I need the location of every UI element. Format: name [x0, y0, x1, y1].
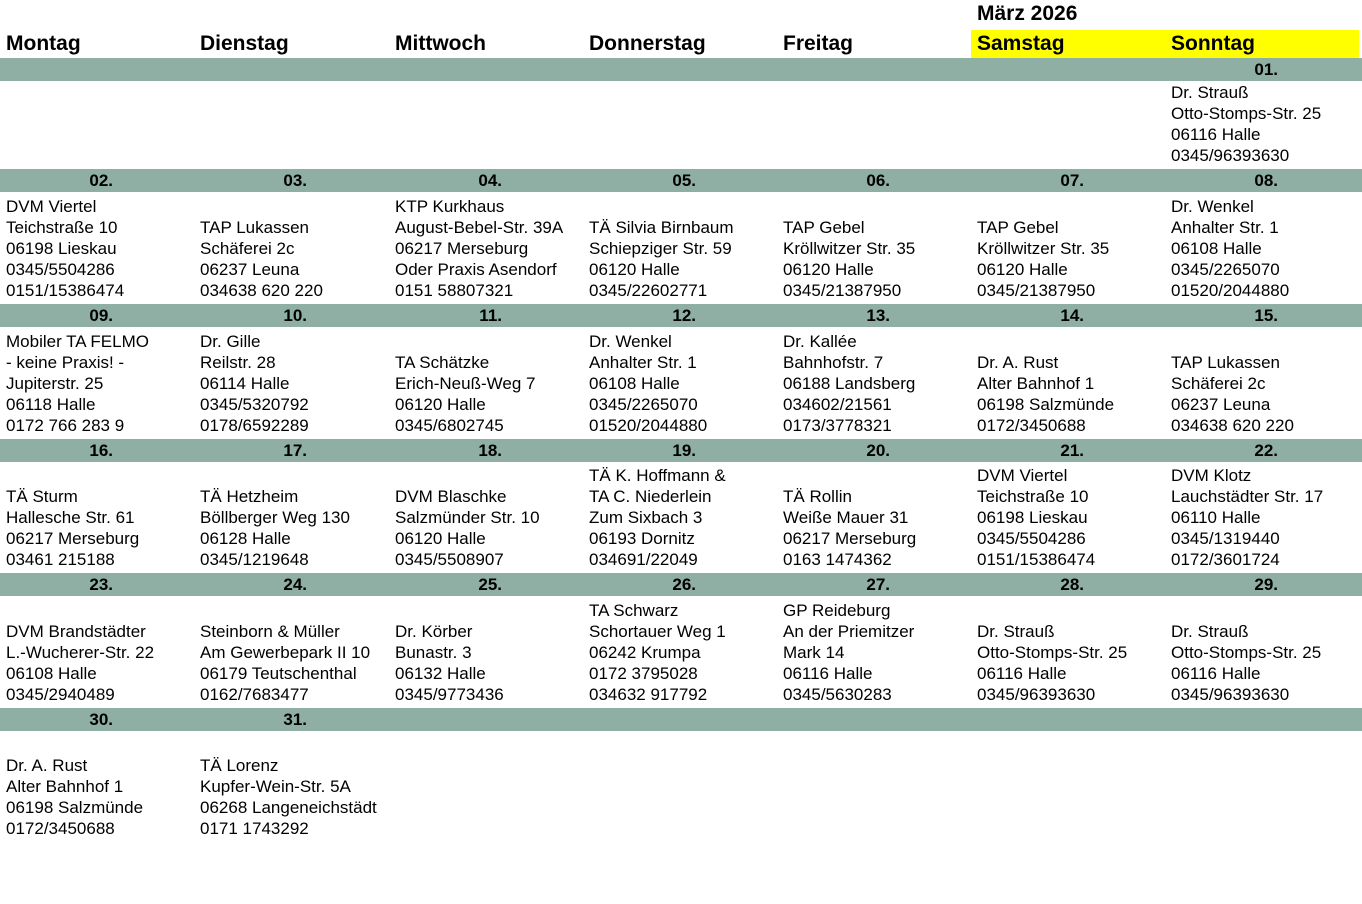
- entry-line: Mark 14: [783, 643, 845, 662]
- entry-line: 06198 Lieskau: [6, 239, 117, 258]
- entry-line: Weiße Mauer 31: [783, 508, 909, 527]
- entry-line: 0345/5508907: [395, 550, 504, 569]
- entry-line: Dr. Gille: [200, 332, 261, 351]
- entry-line: Kröllwitzer Str. 35: [783, 239, 916, 258]
- entry-line: 06116 Halle: [977, 664, 1067, 683]
- entry-line: 01520/2044880: [1171, 281, 1290, 300]
- entry-line: 01520/2044880: [589, 416, 708, 435]
- week-row: [0, 169, 1362, 304]
- entry-line: 0345/1219648: [200, 550, 309, 569]
- entry-line: 0345/21387950: [783, 281, 902, 300]
- entry-line: TÄ Lorenz: [200, 756, 279, 775]
- entry-line: GP Reideburg: [783, 601, 891, 620]
- date-band: [0, 439, 1362, 462]
- day-number: 10.: [283, 306, 307, 325]
- entry-line: Alter Bahnhof 1: [6, 777, 124, 796]
- entry-line: 0151/15386474: [6, 281, 125, 300]
- entry-line: Dr. Strauß: [1171, 622, 1249, 641]
- day-number: 13.: [866, 306, 890, 325]
- week-row: [0, 58, 1362, 169]
- day-number: [971, 58, 1165, 81]
- entry-line: Erich-Neuß-Weg 7: [395, 374, 536, 393]
- day-number: [777, 708, 971, 731]
- entry-line: 06132 Halle: [395, 664, 486, 683]
- date-band: [0, 58, 1362, 81]
- on-call-entry: [0, 755, 194, 839]
- day-number: 16.: [89, 441, 113, 460]
- entry-line: 06242 Krumpa: [589, 643, 701, 662]
- day-number: [971, 708, 1165, 731]
- month-title: März 2026: [977, 2, 1078, 25]
- entry-line: Otto-Stomps-Str. 25: [1171, 643, 1322, 662]
- day-number: 19.: [672, 441, 696, 460]
- weekday-header-6: Samstag: [971, 30, 1165, 58]
- entry-line: 06217 Merseburg: [6, 529, 140, 548]
- entry-line: 06114 Halle: [200, 374, 290, 393]
- day-number: 08.: [1254, 171, 1278, 190]
- entry-line: - keine Praxis! -: [6, 353, 125, 372]
- entry-line: 0172/3450688: [6, 819, 115, 838]
- entry-line: Dr. Körber: [395, 622, 473, 641]
- entry-line: 06110 Halle: [1171, 508, 1261, 527]
- entry-line: Schäferei 2c: [200, 239, 295, 258]
- entry-line: 06128 Halle: [200, 529, 291, 548]
- day-number: 15.: [1254, 306, 1278, 325]
- day-number: 12.: [672, 306, 696, 325]
- entry-line: Teichstraße 10: [977, 487, 1089, 506]
- entry-line: Salzmünder Str. 10: [395, 508, 540, 527]
- entry-line: KTP Kurkhaus: [395, 197, 505, 216]
- day-number: 02.: [89, 171, 113, 190]
- on-call-entry: [194, 217, 388, 301]
- entry-line: Teichstraße 10: [6, 218, 118, 237]
- day-number: 06.: [866, 171, 890, 190]
- entry-line: 034602/21561: [783, 395, 892, 414]
- week-row: [0, 439, 1362, 573]
- entry-line: 0162/7683477: [200, 685, 309, 704]
- entry-line: August-Bebel-Str. 39A: [395, 218, 564, 237]
- entry-line: 06198 Lieskau: [977, 508, 1088, 527]
- on-call-entry: [777, 600, 971, 705]
- entry-line: TÄ K. Hoffmann &: [589, 466, 726, 485]
- entry-line: 0345/22602771: [589, 281, 708, 300]
- on-call-entry: [583, 465, 777, 570]
- entry-line: Jupiterstr. 25: [6, 374, 104, 393]
- entry-line: DVM Blaschke: [395, 487, 507, 506]
- entry-line: 0172 766 283 9: [6, 416, 125, 435]
- entry-line: 06198 Salzmünde: [6, 798, 144, 817]
- entry-line: 034638 620 220: [200, 281, 323, 300]
- entry-line: Schäferei 2c: [1171, 374, 1266, 393]
- entry-line: 0178/6592289: [200, 416, 309, 435]
- day-number: [777, 58, 971, 81]
- on-call-entry: [971, 217, 1165, 301]
- entry-line: Anhalter Str. 1: [1171, 218, 1279, 237]
- on-call-entry: [777, 217, 971, 301]
- entry-line: 06237 Leuna: [1171, 395, 1271, 414]
- day-number: 17.: [283, 441, 307, 460]
- entry-line: 0345/5320792: [200, 395, 309, 414]
- day-number: [1165, 708, 1359, 731]
- day-number: 22.: [1254, 441, 1278, 460]
- entry-line: 0345/9773436: [395, 685, 504, 704]
- entry-line: Dr. Kallée: [783, 332, 857, 351]
- on-call-entry: [389, 486, 583, 570]
- entry-line: 06198 Salzmünde: [977, 395, 1115, 414]
- entry-line: Dr. A. Rust: [6, 756, 88, 775]
- entry-line: 0345/96393630: [1171, 685, 1290, 704]
- entry-line: 0172/3450688: [977, 416, 1086, 435]
- entry-line: TÄ Sturm: [6, 487, 78, 506]
- entry-line: DVM Brandstädter: [6, 622, 146, 641]
- entry-line: 06120 Halle: [783, 260, 874, 279]
- day-number: 30.: [89, 710, 113, 729]
- day-number: [583, 58, 777, 81]
- on-call-entry: [0, 196, 194, 301]
- entry-line: 0345/96393630: [977, 685, 1096, 704]
- entry-line: 0173/3778321: [783, 416, 892, 435]
- on-call-entry: [194, 331, 388, 436]
- entry-line: 034691/22049: [589, 550, 698, 569]
- on-call-entry: [1165, 465, 1359, 570]
- entry-line: TAP Lukassen: [200, 218, 309, 237]
- entry-line: Schiepziger Str. 59: [589, 239, 732, 258]
- day-number: 18.: [478, 441, 502, 460]
- day-number: 26.: [672, 575, 696, 594]
- day-number: [583, 708, 777, 731]
- entry-line: 0345/5504286: [6, 260, 115, 279]
- entry-line: Kröllwitzer Str. 35: [977, 239, 1110, 258]
- weekday-header-7: Sonntag: [1165, 30, 1359, 58]
- entry-line: 06120 Halle: [395, 529, 486, 548]
- day-number: 29.: [1254, 575, 1278, 594]
- entry-line: 0172/3601724: [1171, 550, 1280, 569]
- entry-line: 06179 Teutschenthal: [200, 664, 357, 683]
- weekday-header-4: Donnerstag: [589, 32, 706, 55]
- day-number: 24.: [283, 575, 307, 594]
- entry-line: 0151 58807321: [395, 281, 514, 300]
- entry-line: TA C. Niederlein: [589, 487, 712, 506]
- entry-line: Mobiler TA FELMO: [6, 332, 149, 351]
- on-call-entry: [971, 465, 1165, 570]
- on-call-entry: [1165, 621, 1359, 705]
- entry-line: 0345/2265070: [1171, 260, 1280, 279]
- entry-line: 0172 3795028: [589, 664, 698, 683]
- entry-line: TÄ Silvia Birnbaum: [589, 218, 734, 237]
- day-number: 11.: [479, 306, 502, 325]
- on-call-entry: [194, 486, 388, 570]
- week-row: [0, 304, 1362, 439]
- entry-line: 06108 Halle: [589, 374, 680, 393]
- entry-line: 06120 Halle: [395, 395, 486, 414]
- entry-line: Otto-Stomps-Str. 25: [977, 643, 1128, 662]
- entry-line: TÄ Rollin: [783, 487, 852, 506]
- entry-line: TAP Gebel: [783, 218, 865, 237]
- entry-line: 06118 Halle: [6, 395, 96, 414]
- weekday-header-2: Dienstag: [200, 32, 289, 55]
- on-call-entry: [777, 486, 971, 570]
- entry-line: 06217 Merseburg: [783, 529, 917, 548]
- on-call-entry: [389, 621, 583, 705]
- on-call-entry: [583, 217, 777, 301]
- entry-line: TAP Lukassen: [1171, 353, 1280, 372]
- entry-line: Zum Sixbach 3: [589, 508, 703, 527]
- date-band: [0, 573, 1362, 596]
- entry-line: DVM Klotz: [1171, 466, 1252, 485]
- entry-line: Anhalter Str. 1: [589, 353, 697, 372]
- day-number: 09.: [89, 306, 113, 325]
- entry-line: Böllberger Weg 130: [200, 508, 350, 527]
- on-call-entry: [194, 621, 388, 705]
- on-call-entry: [389, 196, 583, 301]
- date-band: [0, 708, 1362, 731]
- entry-line: 0345/96393630: [1171, 146, 1290, 165]
- weekday-header-row: [0, 30, 1362, 58]
- entry-line: L.-Wucherer-Str. 22: [6, 643, 155, 662]
- on-call-entry: [1165, 196, 1359, 301]
- on-call-entry: [777, 331, 971, 436]
- weekday-header-1: Montag: [6, 32, 81, 55]
- day-number: 03.: [283, 171, 307, 190]
- day-number: [389, 58, 583, 81]
- weekday-header-5: Freitag: [783, 32, 854, 55]
- on-call-entry: [194, 755, 388, 839]
- weekday-header-3: Mittwoch: [395, 32, 486, 55]
- entry-line: TA Schätzke: [395, 353, 490, 372]
- entry-line: 0171 1743292: [200, 819, 309, 838]
- entry-line: Reilstr. 28: [200, 353, 276, 372]
- on-call-entry: [1165, 82, 1359, 166]
- entry-line: TAP Gebel: [977, 218, 1059, 237]
- on-call-entry: [583, 600, 777, 705]
- entry-line: 034638 620 220: [1171, 416, 1294, 435]
- day-number: 05.: [672, 171, 696, 190]
- day-number: [389, 708, 583, 731]
- on-call-entry: [389, 352, 583, 436]
- day-number: [0, 58, 194, 81]
- day-number: 20.: [866, 441, 890, 460]
- entry-line: Lauchstädter Str. 17: [1171, 487, 1324, 506]
- entry-line: 06116 Halle: [783, 664, 873, 683]
- entry-line: Am Gewerbepark II 10: [200, 643, 371, 662]
- day-number: 14.: [1060, 306, 1084, 325]
- entry-line: Otto-Stomps-Str. 25: [1171, 104, 1322, 123]
- entry-line: Bahnhofstr. 7: [783, 353, 884, 372]
- entry-line: Steinborn & Müller: [200, 622, 340, 641]
- on-call-entry: [971, 621, 1165, 705]
- entry-line: 0163 1474362: [783, 550, 892, 569]
- entry-line: Dr. A. Rust: [977, 353, 1059, 372]
- day-number: 21.: [1060, 441, 1084, 460]
- entry-line: 0345/6802745: [395, 416, 504, 435]
- entry-line: 06108 Halle: [1171, 239, 1262, 258]
- entry-line: DVM Viertel: [6, 197, 97, 216]
- entry-line: DVM Viertel: [977, 466, 1068, 485]
- entry-line: 0345/5630283: [783, 685, 892, 704]
- day-number: [194, 58, 388, 81]
- on-call-entry: [0, 486, 194, 570]
- entry-line: 06237 Leuna: [200, 260, 300, 279]
- entry-line: 06188 Landsberg: [783, 374, 916, 393]
- day-number: 07.: [1060, 171, 1084, 190]
- entry-line: 034632 917792: [589, 685, 708, 704]
- entry-line: 06120 Halle: [589, 260, 680, 279]
- entry-line: Dr. Wenkel: [589, 332, 672, 351]
- entry-line: An der Priemitzer: [783, 622, 915, 641]
- on-call-entry: [583, 331, 777, 436]
- entry-line: 0345/5504286: [977, 529, 1086, 548]
- day-number: 28.: [1060, 575, 1084, 594]
- entry-line: 06116 Halle: [1171, 664, 1261, 683]
- day-number: 23.: [89, 575, 113, 594]
- entry-line: Hallesche Str. 61: [6, 508, 135, 527]
- week-row: [0, 573, 1362, 708]
- entry-line: 03461 215188: [6, 550, 115, 569]
- entry-line: Dr. Strauß: [1171, 83, 1249, 102]
- on-call-entry: [1165, 352, 1359, 436]
- entry-line: Dr. Wenkel: [1171, 197, 1254, 216]
- entry-line: Oder Praxis Asendorf: [395, 260, 557, 279]
- day-number: 31.: [283, 710, 307, 729]
- day-number: 04.: [478, 171, 502, 190]
- entry-line: TA Schwarz: [589, 601, 679, 620]
- day-number: 27.: [866, 575, 890, 594]
- day-number: 25.: [478, 575, 502, 594]
- entry-line: 0345/2265070: [589, 395, 698, 414]
- entry-line: Alter Bahnhof 1: [977, 374, 1095, 393]
- entry-line: 06217 Merseburg: [395, 239, 529, 258]
- entry-line: 06120 Halle: [977, 260, 1068, 279]
- entry-line: 06108 Halle: [6, 664, 97, 683]
- day-number: 01.: [1254, 60, 1278, 79]
- date-band: [0, 304, 1362, 327]
- entry-line: Dr. Strauß: [977, 622, 1055, 641]
- on-call-entry: [0, 621, 194, 705]
- entry-line: Bunastr. 3: [395, 643, 472, 662]
- entry-line: TÄ Hetzheim: [200, 487, 299, 506]
- entry-line: 0151/15386474: [977, 550, 1096, 569]
- entry-line: 0345/21387950: [977, 281, 1096, 300]
- entry-line: Kupfer-Wein-Str. 5A: [200, 777, 351, 796]
- entry-line: 0345/2940489: [6, 685, 115, 704]
- week-row: [0, 708, 1362, 858]
- on-call-entry: [0, 331, 194, 436]
- on-call-entry: [971, 352, 1165, 436]
- entry-line: 06268 Langeneichstädt: [200, 798, 377, 817]
- entry-line: 06116 Halle: [1171, 125, 1261, 144]
- entry-line: 06193 Dornitz: [589, 529, 695, 548]
- entry-line: 0345/1319440: [1171, 529, 1280, 548]
- entry-line: Schortauer Weg 1: [589, 622, 726, 641]
- date-band: [0, 169, 1362, 192]
